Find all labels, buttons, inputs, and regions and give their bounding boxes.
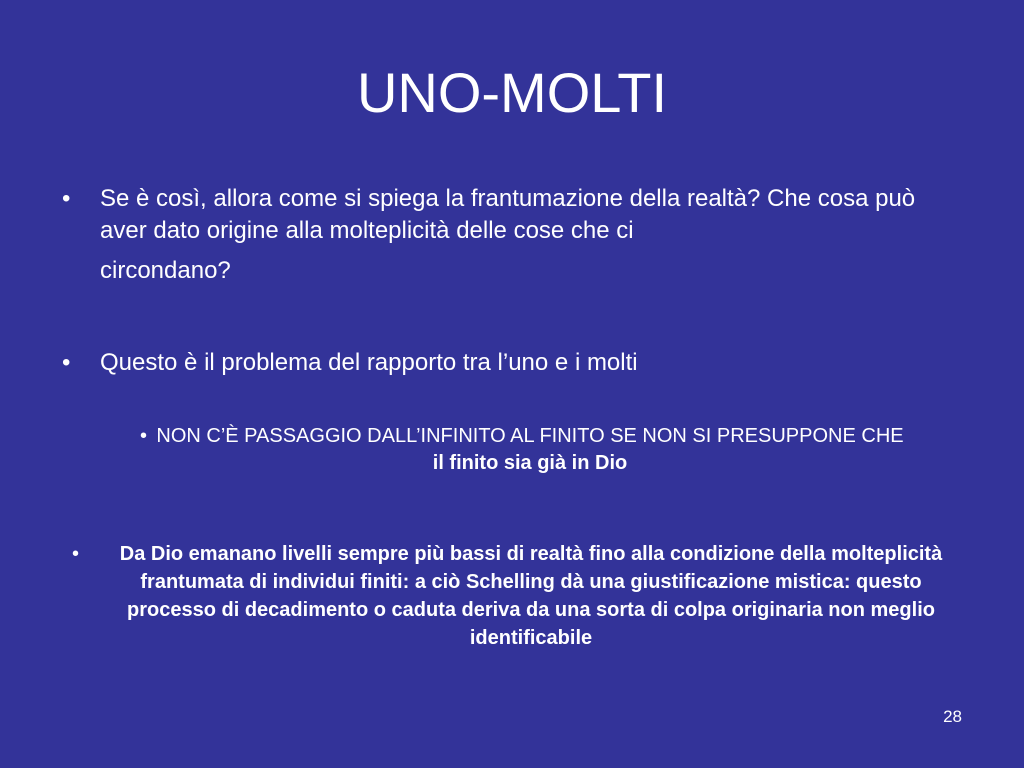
bullet-item-1 xyxy=(62,183,952,287)
bullet-item-3 xyxy=(140,423,920,477)
bullet-text: Da Dio emanano livelli sempre più bassi di realtà fino alla condizione della molteplicità frantumata di individui finiti: a ciò Schelling dà una giustificazione mistica: questo processo di decadimento o caduta deriva da una sorta di colpa originaria non meglio identificabile xyxy=(119,543,943,649)
bullet-marker: • xyxy=(140,425,148,447)
bullet-line: Se è così, allora come si spiega la frantumazione della realtà? Che cosa può aver dato origine alla molteplicità delle cose che ci xyxy=(100,185,916,244)
bullet-item-4 xyxy=(72,540,962,652)
bullet-marker: • xyxy=(62,349,71,376)
bullet-text xyxy=(100,183,952,287)
slide-title: UNO-MOLTI xyxy=(356,61,668,124)
bullet-line: circondano? xyxy=(100,257,231,284)
bullet-text: Questo è il problema del rapporto tra l’uno e i molti xyxy=(100,349,638,376)
bullet-item-2 xyxy=(62,347,952,379)
bullet-emphasis: il finito sia già in Dio xyxy=(432,452,628,474)
bullet-text: NON C’È PASSAGGIO DALL’INFINITO AL FINITO SE NON SI PRESUPPONE CHE xyxy=(156,425,904,447)
bullet-marker: • xyxy=(72,543,80,565)
page-number: 28 xyxy=(943,707,962,726)
bullet-marker: • xyxy=(62,185,71,212)
